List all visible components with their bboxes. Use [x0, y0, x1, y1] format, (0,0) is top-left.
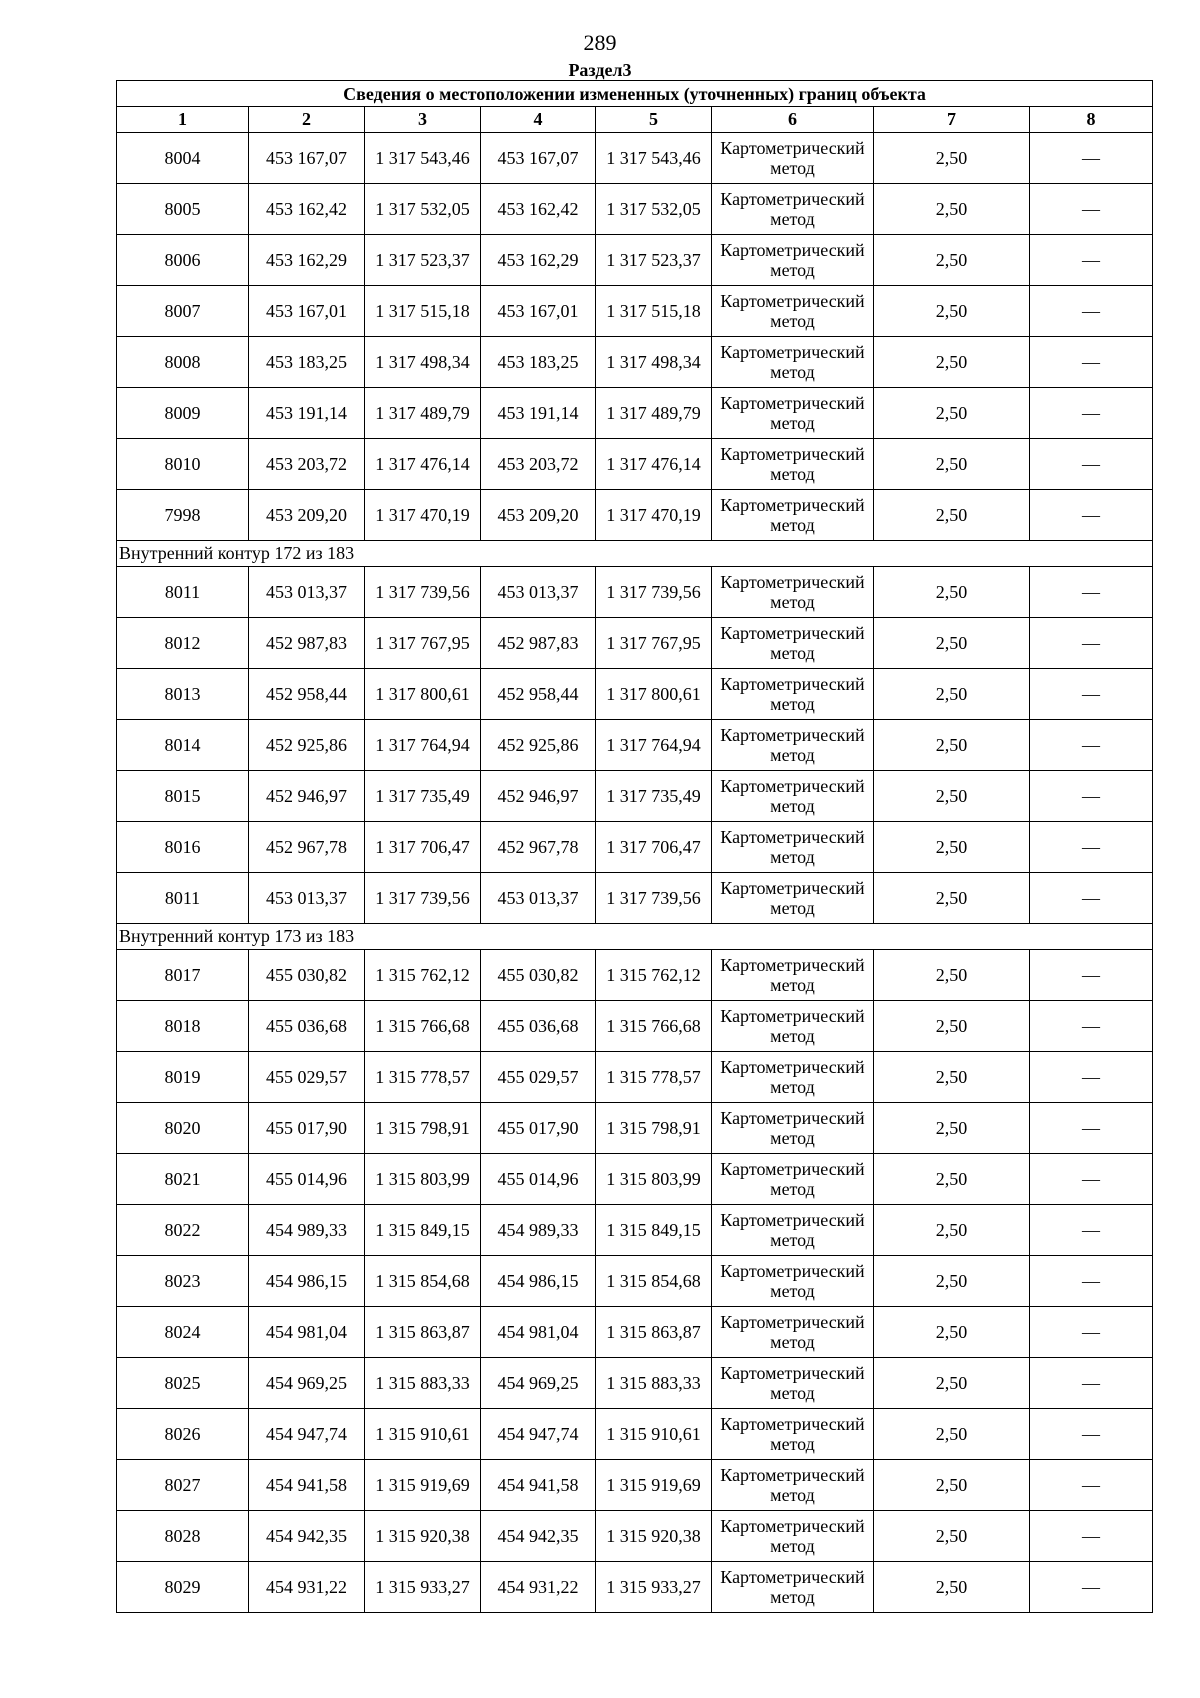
contour-label-row — [117, 924, 1153, 950]
determination-method-cell: Картометрический метод — [712, 1562, 874, 1613]
accuracy-cell: 2,50 — [874, 1307, 1030, 1358]
point-number-cell: 8005 — [117, 184, 249, 235]
y-new-cell: 1 317 764,94 — [596, 720, 712, 771]
description-cell: — — [1030, 771, 1153, 822]
determination-method-cell: Картометрический метод — [712, 1307, 874, 1358]
contour-label-row — [117, 541, 1153, 567]
x-existing-cell: 452 987,83 — [249, 618, 365, 669]
determination-method-cell: Картометрический метод — [712, 618, 874, 669]
section-title: Раздел3 — [568, 60, 632, 80]
x-existing-cell: 455 029,57 — [249, 1052, 365, 1103]
x-existing-cell: 453 191,14 — [249, 388, 365, 439]
y-existing-cell: 1 317 543,46 — [365, 133, 481, 184]
accuracy-cell: 2,50 — [874, 184, 1030, 235]
y-new-cell: 1 315 849,15 — [596, 1205, 712, 1256]
accuracy-cell: 2,50 — [874, 337, 1030, 388]
column-header: 1 — [117, 107, 249, 133]
point-number-cell: 8007 — [117, 286, 249, 337]
point-number-cell: 8011 — [117, 873, 249, 924]
point-number-cell: 8022 — [117, 1205, 249, 1256]
determination-method-cell: Картометрический метод — [712, 235, 874, 286]
y-new-cell: 1 317 515,18 — [596, 286, 712, 337]
accuracy-cell: 2,50 — [874, 822, 1030, 873]
column-header: 6 — [712, 107, 874, 133]
table-row — [117, 1511, 1153, 1562]
x-new-cell: 453 203,72 — [481, 439, 596, 490]
x-existing-cell: 454 941,58 — [249, 1460, 365, 1511]
y-new-cell: 1 315 933,27 — [596, 1562, 712, 1613]
accuracy-cell: 2,50 — [874, 1358, 1030, 1409]
x-new-cell: 454 947,74 — [481, 1409, 596, 1460]
point-number-cell: 8017 — [117, 950, 249, 1001]
x-new-cell: 452 946,97 — [481, 771, 596, 822]
table-row — [117, 771, 1153, 822]
table-row — [117, 822, 1153, 873]
y-existing-cell: 1 317 489,79 — [365, 388, 481, 439]
x-existing-cell: 454 942,35 — [249, 1511, 365, 1562]
description-cell: — — [1030, 388, 1153, 439]
x-new-cell: 454 931,22 — [481, 1562, 596, 1613]
accuracy-cell: 2,50 — [874, 1205, 1030, 1256]
point-number-cell: 8023 — [117, 1256, 249, 1307]
accuracy-cell: 2,50 — [874, 873, 1030, 924]
x-new-cell: 454 986,15 — [481, 1256, 596, 1307]
x-new-cell: 453 209,20 — [481, 490, 596, 541]
y-new-cell: 1 317 532,05 — [596, 184, 712, 235]
x-new-cell: 453 162,29 — [481, 235, 596, 286]
table-row — [117, 1256, 1153, 1307]
description-cell: — — [1030, 439, 1153, 490]
y-existing-cell: 1 315 849,15 — [365, 1205, 481, 1256]
table-row — [117, 1562, 1153, 1613]
x-new-cell: 454 989,33 — [481, 1205, 596, 1256]
x-existing-cell: 454 981,04 — [249, 1307, 365, 1358]
determination-method-cell: Картометрический метод — [712, 1154, 874, 1205]
x-new-cell: 453 167,01 — [481, 286, 596, 337]
contour-label: Внутренний контур 173 из 183 — [117, 924, 1153, 950]
column-header: 3 — [365, 107, 481, 133]
y-new-cell: 1 317 543,46 — [596, 133, 712, 184]
y-new-cell: 1 315 919,69 — [596, 1460, 712, 1511]
y-new-cell: 1 315 863,87 — [596, 1307, 712, 1358]
x-existing-cell: 454 989,33 — [249, 1205, 365, 1256]
point-number-cell: 8009 — [117, 388, 249, 439]
determination-method-cell: Картометрический метод — [712, 1460, 874, 1511]
determination-method-cell: Картометрический метод — [712, 1103, 874, 1154]
y-existing-cell: 1 315 910,61 — [365, 1409, 481, 1460]
x-new-cell: 454 981,04 — [481, 1307, 596, 1358]
y-existing-cell: 1 315 766,68 — [365, 1001, 481, 1052]
description-cell: — — [1030, 1052, 1153, 1103]
determination-method-cell: Картометрический метод — [712, 950, 874, 1001]
x-new-cell: 454 969,25 — [481, 1358, 596, 1409]
table-row — [117, 1409, 1153, 1460]
description-cell: — — [1030, 235, 1153, 286]
x-existing-cell: 453 203,72 — [249, 439, 365, 490]
point-number-cell: 8024 — [117, 1307, 249, 1358]
point-number-cell: 8027 — [117, 1460, 249, 1511]
y-existing-cell: 1 317 767,95 — [365, 618, 481, 669]
table-row — [117, 286, 1153, 337]
y-existing-cell: 1 317 739,56 — [365, 567, 481, 618]
accuracy-cell: 2,50 — [874, 1103, 1030, 1154]
y-existing-cell: 1 317 800,61 — [365, 669, 481, 720]
y-existing-cell: 1 315 803,99 — [365, 1154, 481, 1205]
point-number-cell: 8019 — [117, 1052, 249, 1103]
y-new-cell: 1 317 739,56 — [596, 873, 712, 924]
table-row — [117, 490, 1153, 541]
x-new-cell: 455 030,82 — [481, 950, 596, 1001]
y-new-cell: 1 317 739,56 — [596, 567, 712, 618]
y-new-cell: 1 317 476,14 — [596, 439, 712, 490]
point-number-cell: 8010 — [117, 439, 249, 490]
x-existing-cell: 454 947,74 — [249, 1409, 365, 1460]
y-new-cell: 1 315 854,68 — [596, 1256, 712, 1307]
x-new-cell: 453 013,37 — [481, 567, 596, 618]
determination-method-cell: Картометрический метод — [712, 439, 874, 490]
description-cell: — — [1030, 1103, 1153, 1154]
determination-method-cell: Картометрический метод — [712, 1205, 874, 1256]
page-number: 289 — [583, 30, 617, 55]
table-header-row — [117, 107, 1153, 133]
y-existing-cell: 1 315 762,12 — [365, 950, 481, 1001]
x-new-cell: 453 162,42 — [481, 184, 596, 235]
description-cell: — — [1030, 1511, 1153, 1562]
y-new-cell: 1 315 766,68 — [596, 1001, 712, 1052]
description-cell: — — [1030, 1562, 1153, 1613]
y-new-cell: 1 317 706,47 — [596, 822, 712, 873]
point-number-cell: 8006 — [117, 235, 249, 286]
determination-method-cell: Картометрический метод — [712, 490, 874, 541]
coordinates-table — [116, 80, 1153, 1613]
y-existing-cell: 1 317 470,19 — [365, 490, 481, 541]
x-existing-cell: 455 017,90 — [249, 1103, 365, 1154]
determination-method-cell: Картометрический метод — [712, 771, 874, 822]
description-cell: — — [1030, 1358, 1153, 1409]
description-cell: — — [1030, 950, 1153, 1001]
description-cell: — — [1030, 184, 1153, 235]
determination-method-cell: Картометрический метод — [712, 337, 874, 388]
table-row — [117, 950, 1153, 1001]
point-number-cell: 8020 — [117, 1103, 249, 1154]
determination-method-cell: Картометрический метод — [712, 1256, 874, 1307]
table-caption-row — [117, 81, 1153, 107]
table-row — [117, 337, 1153, 388]
table-row — [117, 1001, 1153, 1052]
point-number-cell: 8018 — [117, 1001, 249, 1052]
accuracy-cell: 2,50 — [874, 388, 1030, 439]
point-number-cell: 8015 — [117, 771, 249, 822]
description-cell: — — [1030, 133, 1153, 184]
column-header: 5 — [596, 107, 712, 133]
y-new-cell: 1 317 498,34 — [596, 337, 712, 388]
table-row — [117, 618, 1153, 669]
description-cell: — — [1030, 618, 1153, 669]
column-header: 4 — [481, 107, 596, 133]
point-number-cell: 8029 — [117, 1562, 249, 1613]
table-row — [117, 1460, 1153, 1511]
x-existing-cell: 453 162,29 — [249, 235, 365, 286]
determination-method-cell: Картометрический метод — [712, 388, 874, 439]
point-number-cell: 8014 — [117, 720, 249, 771]
point-number-cell: 8008 — [117, 337, 249, 388]
y-new-cell: 1 315 762,12 — [596, 950, 712, 1001]
table-row — [117, 567, 1153, 618]
x-new-cell: 453 183,25 — [481, 337, 596, 388]
accuracy-cell: 2,50 — [874, 669, 1030, 720]
accuracy-cell: 2,50 — [874, 950, 1030, 1001]
determination-method-cell: Картометрический метод — [712, 133, 874, 184]
accuracy-cell: 2,50 — [874, 1256, 1030, 1307]
x-existing-cell: 453 162,42 — [249, 184, 365, 235]
accuracy-cell: 2,50 — [874, 1409, 1030, 1460]
x-existing-cell: 452 946,97 — [249, 771, 365, 822]
y-new-cell: 1 315 920,38 — [596, 1511, 712, 1562]
point-number-cell: 8021 — [117, 1154, 249, 1205]
accuracy-cell: 2,50 — [874, 1562, 1030, 1613]
description-cell: — — [1030, 567, 1153, 618]
x-existing-cell: 453 209,20 — [249, 490, 365, 541]
y-new-cell: 1 317 800,61 — [596, 669, 712, 720]
point-number-cell: 8025 — [117, 1358, 249, 1409]
x-existing-cell: 453 167,01 — [249, 286, 365, 337]
table-row — [117, 720, 1153, 771]
determination-method-cell: Картометрический метод — [712, 184, 874, 235]
point-number-cell: 7998 — [117, 490, 249, 541]
description-cell: — — [1030, 873, 1153, 924]
table-row — [117, 133, 1153, 184]
x-new-cell: 452 925,86 — [481, 720, 596, 771]
point-number-cell: 8013 — [117, 669, 249, 720]
y-existing-cell: 1 317 706,47 — [365, 822, 481, 873]
x-new-cell: 452 987,83 — [481, 618, 596, 669]
x-existing-cell: 454 931,22 — [249, 1562, 365, 1613]
table-caption: Сведения о местоположении измененных (уточненных) границ объекта — [117, 81, 1153, 107]
contour-label: Внутренний контур 172 из 183 — [117, 541, 1153, 567]
description-cell: — — [1030, 1001, 1153, 1052]
determination-method-cell: Картометрический метод — [712, 873, 874, 924]
x-existing-cell: 452 925,86 — [249, 720, 365, 771]
determination-method-cell: Картометрический метод — [712, 669, 874, 720]
column-header: 7 — [874, 107, 1030, 133]
description-cell: — — [1030, 669, 1153, 720]
x-existing-cell: 455 014,96 — [249, 1154, 365, 1205]
x-existing-cell: 455 030,82 — [249, 950, 365, 1001]
y-existing-cell: 1 315 933,27 — [365, 1562, 481, 1613]
table-row — [117, 184, 1153, 235]
determination-method-cell: Картометрический метод — [712, 1358, 874, 1409]
table-row — [117, 1154, 1153, 1205]
y-new-cell: 1 315 883,33 — [596, 1358, 712, 1409]
table-row — [117, 235, 1153, 286]
x-new-cell: 455 014,96 — [481, 1154, 596, 1205]
point-number-cell: 8012 — [117, 618, 249, 669]
y-new-cell: 1 315 910,61 — [596, 1409, 712, 1460]
table-row — [117, 873, 1153, 924]
table-row — [117, 1358, 1153, 1409]
accuracy-cell: 2,50 — [874, 618, 1030, 669]
accuracy-cell: 2,50 — [874, 133, 1030, 184]
y-existing-cell: 1 315 863,87 — [365, 1307, 481, 1358]
x-new-cell: 453 167,07 — [481, 133, 596, 184]
x-existing-cell: 454 969,25 — [249, 1358, 365, 1409]
x-new-cell: 453 191,14 — [481, 388, 596, 439]
description-cell: — — [1030, 1460, 1153, 1511]
accuracy-cell: 2,50 — [874, 1511, 1030, 1562]
column-header: 8 — [1030, 107, 1153, 133]
x-new-cell: 452 967,78 — [481, 822, 596, 873]
description-cell: — — [1030, 1307, 1153, 1358]
description-cell: — — [1030, 286, 1153, 337]
y-new-cell: 1 317 470,19 — [596, 490, 712, 541]
accuracy-cell: 2,50 — [874, 1052, 1030, 1103]
accuracy-cell: 2,50 — [874, 771, 1030, 822]
y-existing-cell: 1 317 476,14 — [365, 439, 481, 490]
x-existing-cell: 452 967,78 — [249, 822, 365, 873]
point-number-cell: 8026 — [117, 1409, 249, 1460]
y-existing-cell: 1 315 778,57 — [365, 1052, 481, 1103]
determination-method-cell: Картометрический метод — [712, 1511, 874, 1562]
accuracy-cell: 2,50 — [874, 1154, 1030, 1205]
description-cell: — — [1030, 1205, 1153, 1256]
y-new-cell: 1 315 798,91 — [596, 1103, 712, 1154]
x-existing-cell: 452 958,44 — [249, 669, 365, 720]
x-new-cell: 455 029,57 — [481, 1052, 596, 1103]
point-number-cell: 8011 — [117, 567, 249, 618]
y-existing-cell: 1 315 920,38 — [365, 1511, 481, 1562]
determination-method-cell: Картометрический метод — [712, 822, 874, 873]
table-row — [117, 1052, 1153, 1103]
accuracy-cell: 2,50 — [874, 286, 1030, 337]
y-new-cell: 1 317 735,49 — [596, 771, 712, 822]
x-new-cell: 454 942,35 — [481, 1511, 596, 1562]
y-existing-cell: 1 315 798,91 — [365, 1103, 481, 1154]
determination-method-cell: Картометрический метод — [712, 720, 874, 771]
y-existing-cell: 1 317 764,94 — [365, 720, 481, 771]
y-existing-cell: 1 317 523,37 — [365, 235, 481, 286]
x-existing-cell: 454 986,15 — [249, 1256, 365, 1307]
y-existing-cell: 1 317 532,05 — [365, 184, 481, 235]
y-new-cell: 1 315 778,57 — [596, 1052, 712, 1103]
accuracy-cell: 2,50 — [874, 567, 1030, 618]
determination-method-cell: Картометрический метод — [712, 286, 874, 337]
y-existing-cell: 1 317 735,49 — [365, 771, 481, 822]
point-number-cell: 8028 — [117, 1511, 249, 1562]
y-existing-cell: 1 315 854,68 — [365, 1256, 481, 1307]
determination-method-cell: Картометрический метод — [712, 1001, 874, 1052]
table-row — [117, 669, 1153, 720]
column-header: 2 — [249, 107, 365, 133]
x-existing-cell: 455 036,68 — [249, 1001, 365, 1052]
table-row — [117, 388, 1153, 439]
table-row — [117, 439, 1153, 490]
x-new-cell: 455 017,90 — [481, 1103, 596, 1154]
accuracy-cell: 2,50 — [874, 1460, 1030, 1511]
determination-method-cell: Картометрический метод — [712, 567, 874, 618]
accuracy-cell: 2,50 — [874, 720, 1030, 771]
table-row — [117, 1103, 1153, 1154]
accuracy-cell: 2,50 — [874, 235, 1030, 286]
y-existing-cell: 1 315 883,33 — [365, 1358, 481, 1409]
y-new-cell: 1 317 523,37 — [596, 235, 712, 286]
table-row — [117, 1307, 1153, 1358]
y-new-cell: 1 315 803,99 — [596, 1154, 712, 1205]
description-cell: — — [1030, 822, 1153, 873]
x-existing-cell: 453 013,37 — [249, 567, 365, 618]
x-new-cell: 452 958,44 — [481, 669, 596, 720]
x-new-cell: 454 941,58 — [481, 1460, 596, 1511]
accuracy-cell: 2,50 — [874, 1001, 1030, 1052]
description-cell: — — [1030, 1409, 1153, 1460]
y-new-cell: 1 317 767,95 — [596, 618, 712, 669]
accuracy-cell: 2,50 — [874, 490, 1030, 541]
y-existing-cell: 1 317 498,34 — [365, 337, 481, 388]
determination-method-cell: Картометрический метод — [712, 1052, 874, 1103]
x-existing-cell: 453 167,07 — [249, 133, 365, 184]
y-existing-cell: 1 315 919,69 — [365, 1460, 481, 1511]
y-new-cell: 1 317 489,79 — [596, 388, 712, 439]
point-number-cell: 8004 — [117, 133, 249, 184]
x-existing-cell: 453 183,25 — [249, 337, 365, 388]
x-new-cell: 455 036,68 — [481, 1001, 596, 1052]
x-new-cell: 453 013,37 — [481, 873, 596, 924]
description-cell: — — [1030, 1154, 1153, 1205]
y-existing-cell: 1 317 739,56 — [365, 873, 481, 924]
x-existing-cell: 453 013,37 — [249, 873, 365, 924]
table-row — [117, 1205, 1153, 1256]
description-cell: — — [1030, 490, 1153, 541]
description-cell: — — [1030, 720, 1153, 771]
accuracy-cell: 2,50 — [874, 439, 1030, 490]
determination-method-cell: Картометрический метод — [712, 1409, 874, 1460]
y-existing-cell: 1 317 515,18 — [365, 286, 481, 337]
description-cell: — — [1030, 337, 1153, 388]
description-cell: — — [1030, 1256, 1153, 1307]
point-number-cell: 8016 — [117, 822, 249, 873]
